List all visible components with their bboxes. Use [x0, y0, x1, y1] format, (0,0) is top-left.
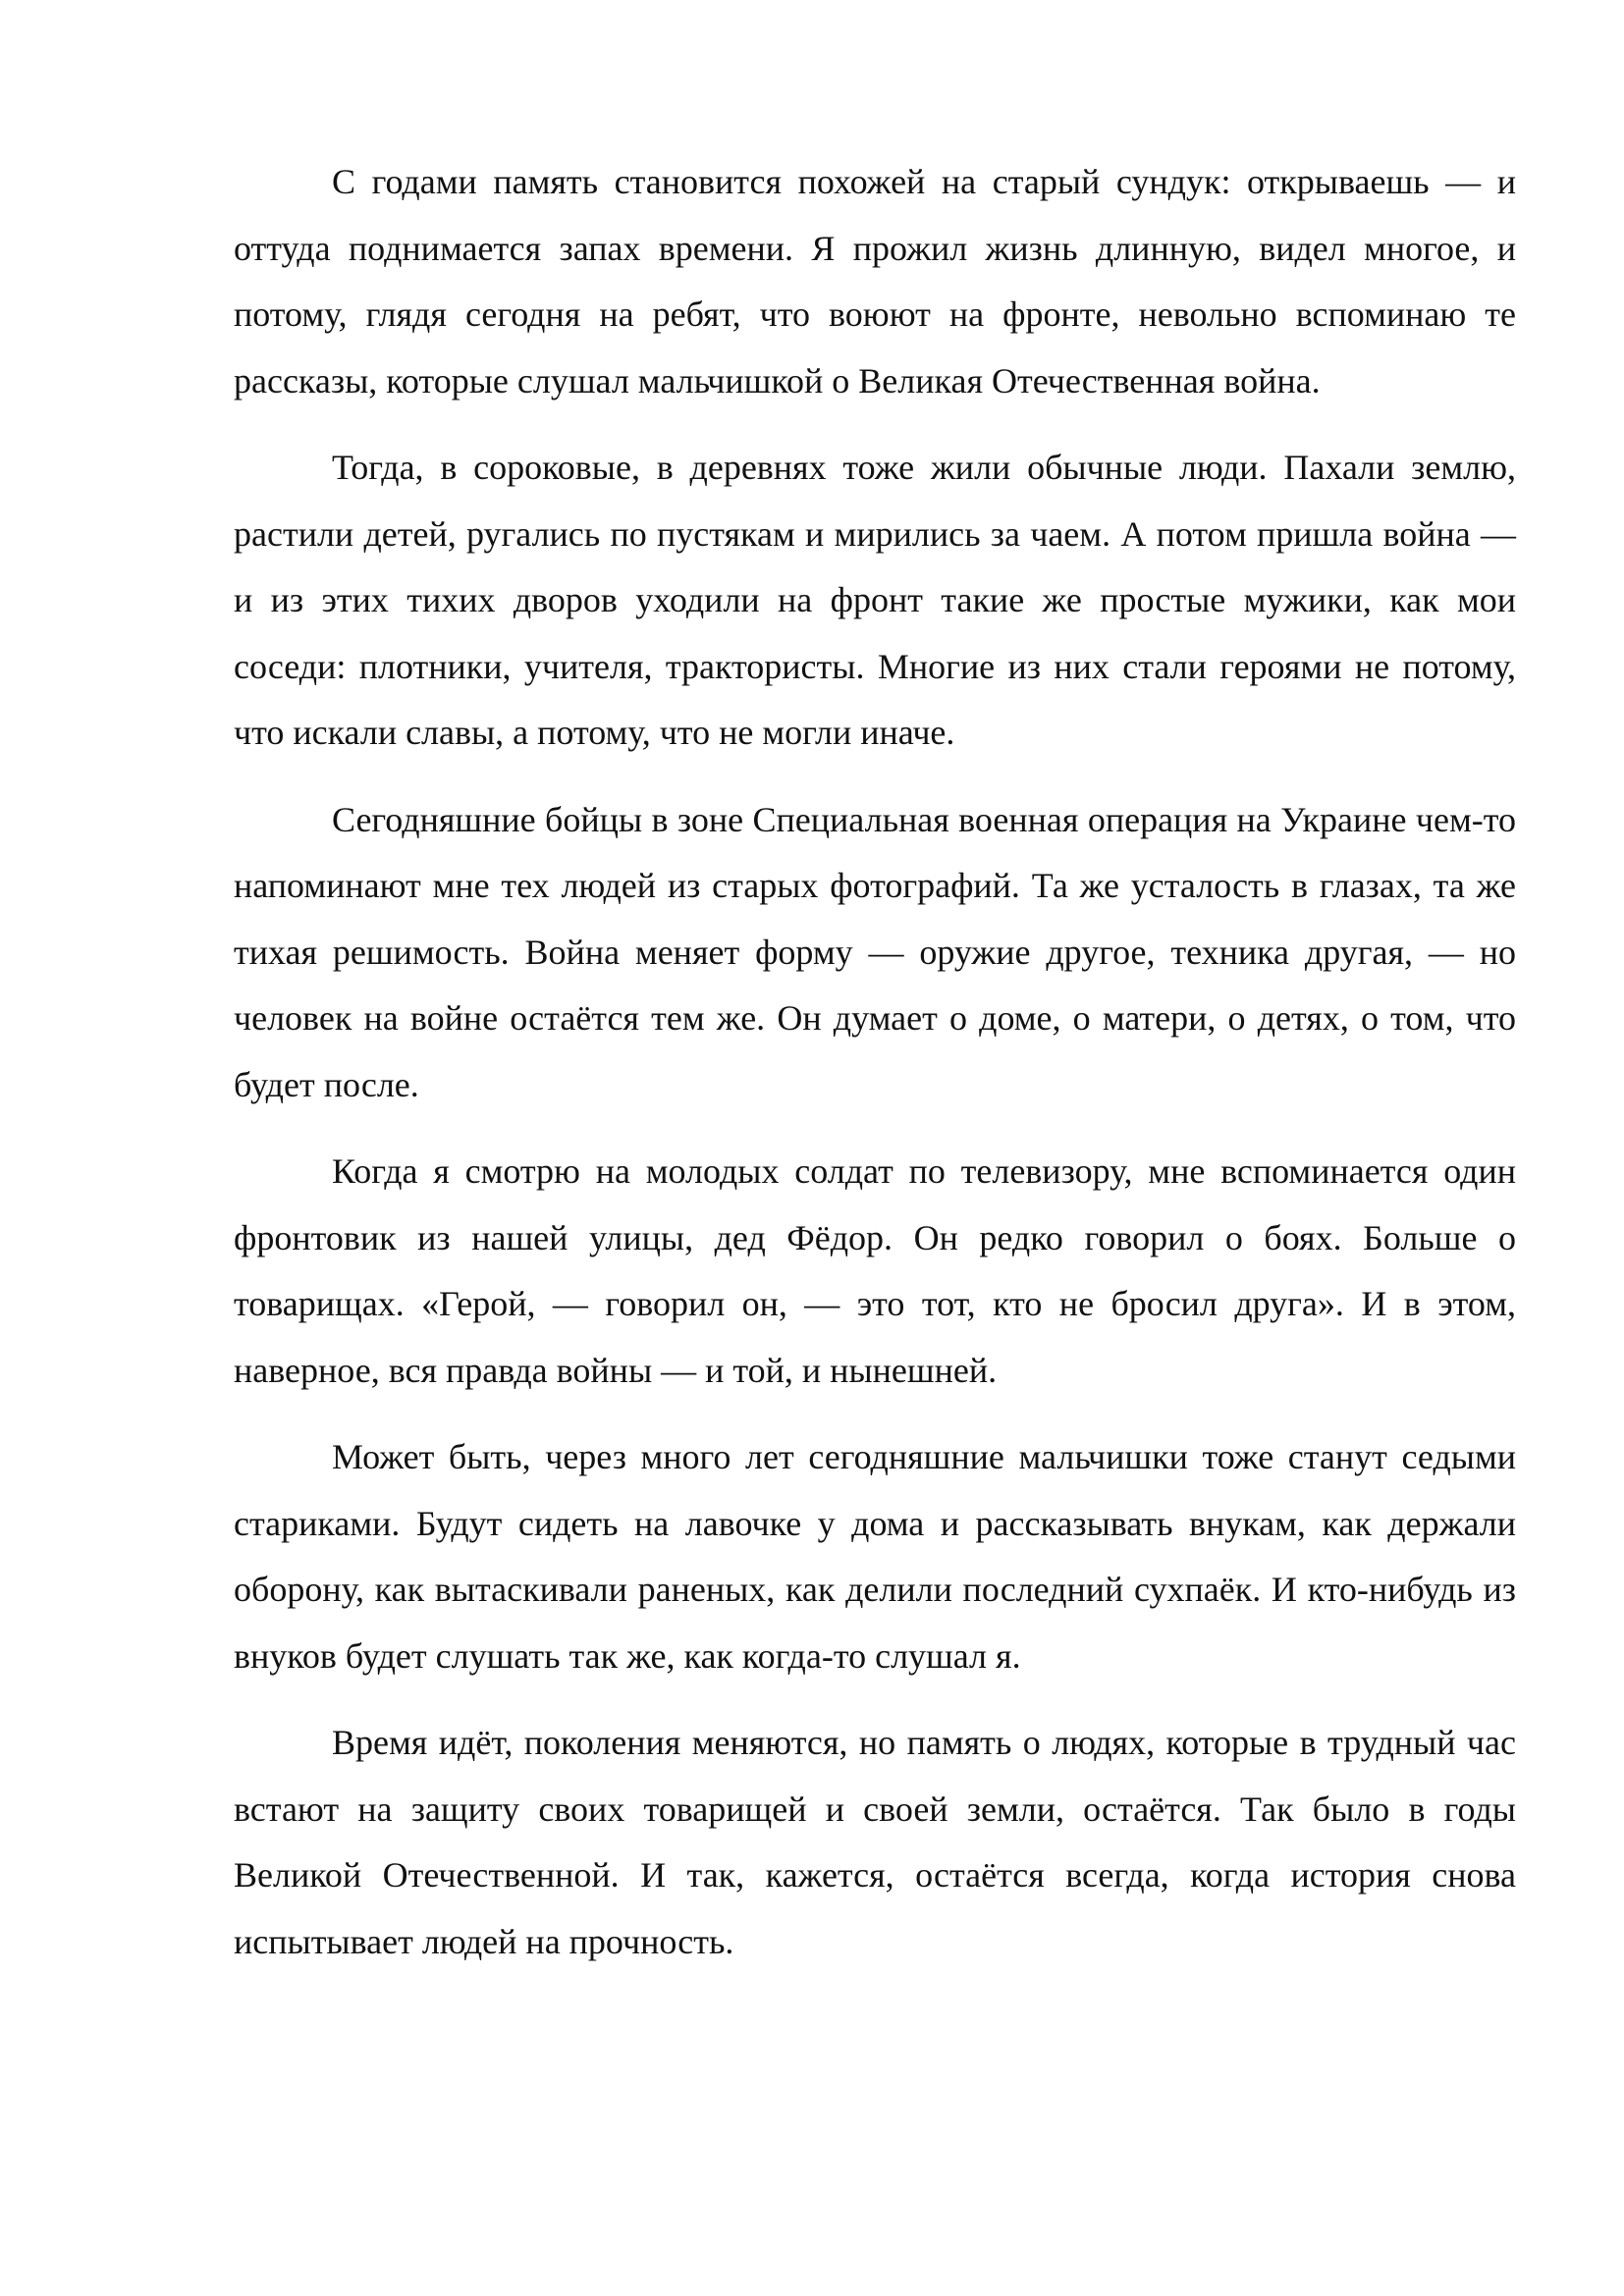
paragraph-1: С годами память становится похожей на старый сундук: открываешь — и оттуда поднимается запах времени. Я прожил жизнь длинную, видел многое, и потому, глядя сегодня на ребят, что воюют на фронте, невольно вспоминаю те рассказы, которые слушал мальчишкой о Великая Отечественная война. — [234, 162, 1516, 400]
paragraph-3: Сегодняшние бойцы в зоне Специальная военная операция на Украине чем-то напоминают мне тех людей из старых фотографий. Та же усталость в глазах, та же тихая решимость. Война меняет форму — оружие другое, техника другая, — но человек на войне остаётся тем же. Он думает о доме, о матери, о детях, о том, что будет после. — [234, 799, 1516, 1104]
paragraph-6: Время идёт, поколения меняются, но память о людях, которые в трудный час встают на защиту своих товарищей и своей земли, остаётся. Так было в годы Великой Отечественной. И так, кажется, остаётся всегда, когда история снова испытывает людей на прочность. — [234, 1723, 1516, 1961]
document-body — [234, 149, 1516, 1975]
paragraph-5: Может быть, через много лет сегодняшние мальчишки тоже станут седыми стариками. Будут сидеть на лавочке у дома и рассказывать внукам, как держали оборону, как вытаскивали раненых, как делили последний сухпаёк. И кто-нибудь из внуков будет слушать так же, как когда-то слушал я. — [234, 1437, 1516, 1676]
paragraph-4: Когда я смотрю на молодых солдат по телевизору, мне вспоминается один фронтовик из нашей улицы, дед Фёдор. Он редко говорил о боях. Больше о товарищах. «Герой, — говорил он, — это тот, кто не бросил друга». И в этом, наверное, вся правда войны — и той, и нынешней. — [234, 1151, 1516, 1390]
paragraph-2: Тогда, в сороковые, в деревнях тоже жили обычные люди. Пахали землю, растили детей, ругались по пустякам и мирились за чаем. А потом пришла война — и из этих тихих дворов уходили на фронт такие же простые мужики, как мои соседи: плотники, учителя, трактористы. Многие из них стали героями не потому, что искали славы, а потому, что не могли иначе. — [234, 448, 1516, 752]
